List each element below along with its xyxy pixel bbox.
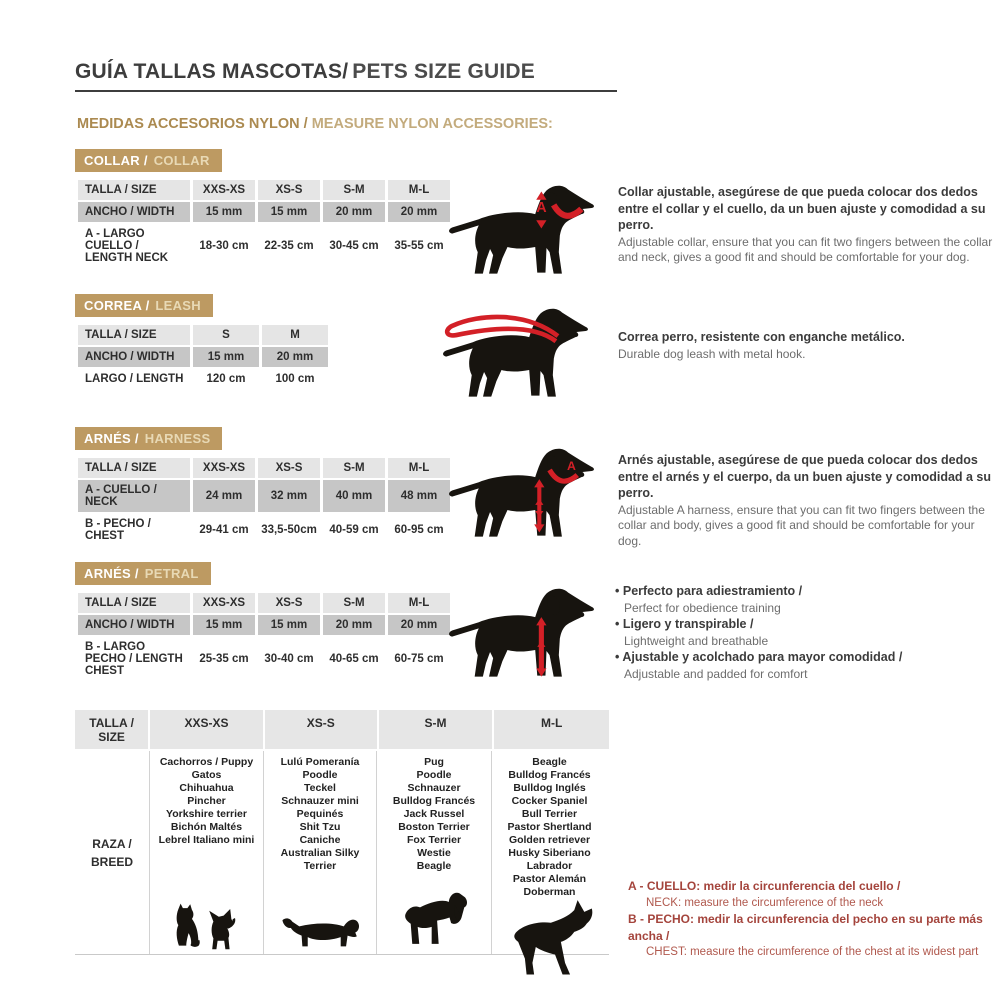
collar-size-table xyxy=(75,178,453,270)
harness-size-table xyxy=(75,456,453,548)
table-row xyxy=(78,480,450,512)
column-header: XXS-XS xyxy=(193,180,255,200)
table-header-row xyxy=(78,458,450,478)
size-value: 40 mm xyxy=(323,480,385,512)
table-header-row xyxy=(78,180,450,200)
collar-description: Collar ajustable, asegúrese de que pueda colocar dos dedos entre el collar y el cuello, da un buen ajuste y comodidad a su perro. Adjustable collar, ensure that you can fit two fingers between the collar and neck, gives a good fit and should be comfortable for your dog. xyxy=(618,185,993,265)
column-header: XXS-XS xyxy=(193,458,255,478)
leash-dog-illustration xyxy=(432,293,610,411)
page-title-es: GUÍA TALLAS MASCOTAS/ xyxy=(75,60,349,83)
breed-column-m-l xyxy=(491,751,607,954)
table-row xyxy=(78,202,450,222)
row-label: B - PECHO / CHEST xyxy=(78,514,190,546)
list-item: • Ajustable y acolchado para mayor comodidad / Adjustable and padded for comfort xyxy=(615,649,995,682)
column-header: M xyxy=(262,325,328,345)
page-subtitle xyxy=(77,116,553,132)
table-row xyxy=(78,347,328,367)
size-value: 29-41 cm xyxy=(193,514,255,546)
doberman-silhouette-icon xyxy=(504,899,596,979)
measure-a-label: A xyxy=(536,200,547,217)
harness-section-badge: ARNÉS / HARNESS xyxy=(75,427,222,450)
size-value: 20 mm xyxy=(388,202,450,222)
measure-a-label: A xyxy=(567,458,576,473)
cat-silhouette-icon xyxy=(167,902,201,954)
table-row xyxy=(78,637,450,681)
row-label: A - LARGO CUELLO / LENGTH NECK xyxy=(78,224,190,268)
column-header: S xyxy=(193,325,259,345)
table-header-row xyxy=(78,593,450,613)
column-header: M-L xyxy=(388,458,450,478)
column-header: M-L xyxy=(494,710,609,749)
size-value: 100 cm xyxy=(262,369,328,389)
petral-size-table xyxy=(75,591,453,683)
table-row xyxy=(78,369,328,389)
schnauzer-silhouette-icon xyxy=(395,888,473,954)
column-header: M-L xyxy=(388,593,450,613)
size-value: 40-59 cm xyxy=(323,514,385,546)
column-header: TALLA / SIZE xyxy=(78,458,190,478)
harness-description: Arnés ajustable, asegúrese de que pueda colocar dos dedos entre el arnés y el cuerpo, da un buen ajuste y comodidad a su perro. Adjustable A harness, ensure that you can fit two fingers between the collar and body, gives a good fit and should be comfortable for your dog. xyxy=(618,453,992,549)
column-header: M-L xyxy=(388,180,450,200)
column-header: S-M xyxy=(379,710,493,749)
column-header: S-M xyxy=(323,458,385,478)
row-label: ANCHO / WIDTH xyxy=(78,202,190,222)
list-item: • Ligero y transpirable / Lightweight and breathable xyxy=(615,616,995,649)
row-label: LARGO / LENGTH xyxy=(78,369,190,389)
table-header-row xyxy=(78,325,328,345)
petral-section-badge: ARNÉS / PETRAL xyxy=(75,562,211,585)
row-label: A - CUELLO / NECK xyxy=(78,480,190,512)
note-neck: A - CUELLO: medir la circunferencia del cuello / NECK: measure the circumference of the neck xyxy=(628,879,901,909)
dachshund-silhouette-icon xyxy=(272,908,368,954)
size-value: 60-95 cm xyxy=(388,514,450,546)
column-header: TALLA / SIZE xyxy=(75,710,148,749)
petral-dog-illustration xyxy=(438,573,616,691)
page-subtitle-es: MEDIDAS ACCESORIOS NYLON / xyxy=(77,116,308,132)
breed-table-header xyxy=(75,710,609,749)
size-value: 60-75 cm xyxy=(388,637,450,681)
measurement-notes xyxy=(628,878,993,961)
table-row xyxy=(78,514,450,546)
size-value: 25-35 cm xyxy=(193,637,255,681)
column-header: TALLA / SIZE xyxy=(78,180,190,200)
table-row xyxy=(78,224,450,268)
breed-column-s-m xyxy=(376,751,491,954)
column-header: XXS-XS xyxy=(193,593,255,613)
size-value: 15 mm xyxy=(258,202,320,222)
size-value: 20 mm xyxy=(388,615,450,635)
harness-dog-illustration xyxy=(438,433,616,551)
column-header: XS-S xyxy=(258,180,320,200)
size-value: 24 mm xyxy=(193,480,255,512)
size-value: 30-40 cm xyxy=(258,637,320,681)
column-header: XS-S xyxy=(258,458,320,478)
size-value: 120 cm xyxy=(193,369,259,389)
page-title-en: PETS SIZE GUIDE xyxy=(352,60,535,83)
size-value: 15 mm xyxy=(193,347,259,367)
column-header: S-M xyxy=(323,593,385,613)
page-subtitle-en: MEASURE NYLON ACCESSORIES: xyxy=(311,116,553,132)
chihuahua-silhouette-icon xyxy=(205,906,247,954)
breed-column-xs-s xyxy=(263,751,376,954)
breed-list: Lulú Pomeranía Poodle Teckel Schnauzer mini Pequinés Shit Tzu Caniche Australian Silky Terrier xyxy=(280,756,360,872)
row-label: ANCHO / WIDTH xyxy=(78,347,190,367)
column-header: TALLA / SIZE xyxy=(78,325,190,345)
leash-description: Correa perro, resistente con enganche metálico. Durable dog leash with metal hook. xyxy=(618,330,905,361)
size-value: 33,5-50cm xyxy=(258,514,320,546)
size-value: 20 mm xyxy=(323,615,385,635)
size-value: 20 mm xyxy=(323,202,385,222)
collar-dog-illustration xyxy=(438,170,616,288)
column-header: S-M xyxy=(323,180,385,200)
size-value: 35-55 cm xyxy=(388,224,450,268)
size-value: 15 mm xyxy=(193,615,255,635)
table-row xyxy=(78,615,450,635)
size-value: 32 mm xyxy=(258,480,320,512)
breed-size-table xyxy=(75,710,609,955)
column-header: TALLA / SIZE xyxy=(78,593,190,613)
breed-list: Pug Poodle Schnauzer Bulldog Francés Jack Russel Boston Terrier Fox Terrier Westie Beagle xyxy=(392,756,476,872)
breed-list: Cachorros / Puppy Gatos Chihuahua Pincher Yorkshire terrier Bichón Maltés Lebrel Italiano mini xyxy=(158,756,255,846)
size-value: 48 mm xyxy=(388,480,450,512)
list-item: • Perfecto para adiestramiento / Perfect for obedience training xyxy=(615,583,995,616)
size-value: 30-45 cm xyxy=(323,224,385,268)
breed-list: Beagle Bulldog Francés Bulldog Inglés Cocker Spaniel Bull Terrier Pastor Shertland Golden retriever Husky Siberiano Labrador Pastor Alemán Doberman xyxy=(507,756,592,898)
breed-column-xxs-xs xyxy=(149,751,263,954)
size-value: 15 mm xyxy=(258,615,320,635)
page-title xyxy=(75,60,617,92)
row-label: ANCHO / WIDTH xyxy=(78,615,190,635)
column-header: XS-S xyxy=(265,710,377,749)
note-chest: B - PECHO: medir la circunferencia del pecho en su parte más ancha / CHEST: measure the circumference of the chest at its widest part xyxy=(628,911,983,959)
collar-section-badge: COLLAR / COLLAR xyxy=(75,149,222,172)
column-header: XXS-XS xyxy=(150,710,263,749)
row-label: B - LARGO PECHO / LENGTH CHEST xyxy=(78,637,190,681)
breed-table-body xyxy=(75,749,609,954)
size-value: 15 mm xyxy=(193,202,255,222)
petral-feature-list xyxy=(615,583,995,682)
leash-section-badge: CORREA / LEASH xyxy=(75,294,213,317)
column-header: XS-S xyxy=(258,593,320,613)
breed-row-label: RAZA / BREED xyxy=(90,836,133,869)
size-value: 40-65 cm xyxy=(323,637,385,681)
size-value: 20 mm xyxy=(262,347,328,367)
size-value: 22-35 cm xyxy=(258,224,320,268)
leash-size-table xyxy=(75,323,331,391)
size-value: 18-30 cm xyxy=(193,224,255,268)
